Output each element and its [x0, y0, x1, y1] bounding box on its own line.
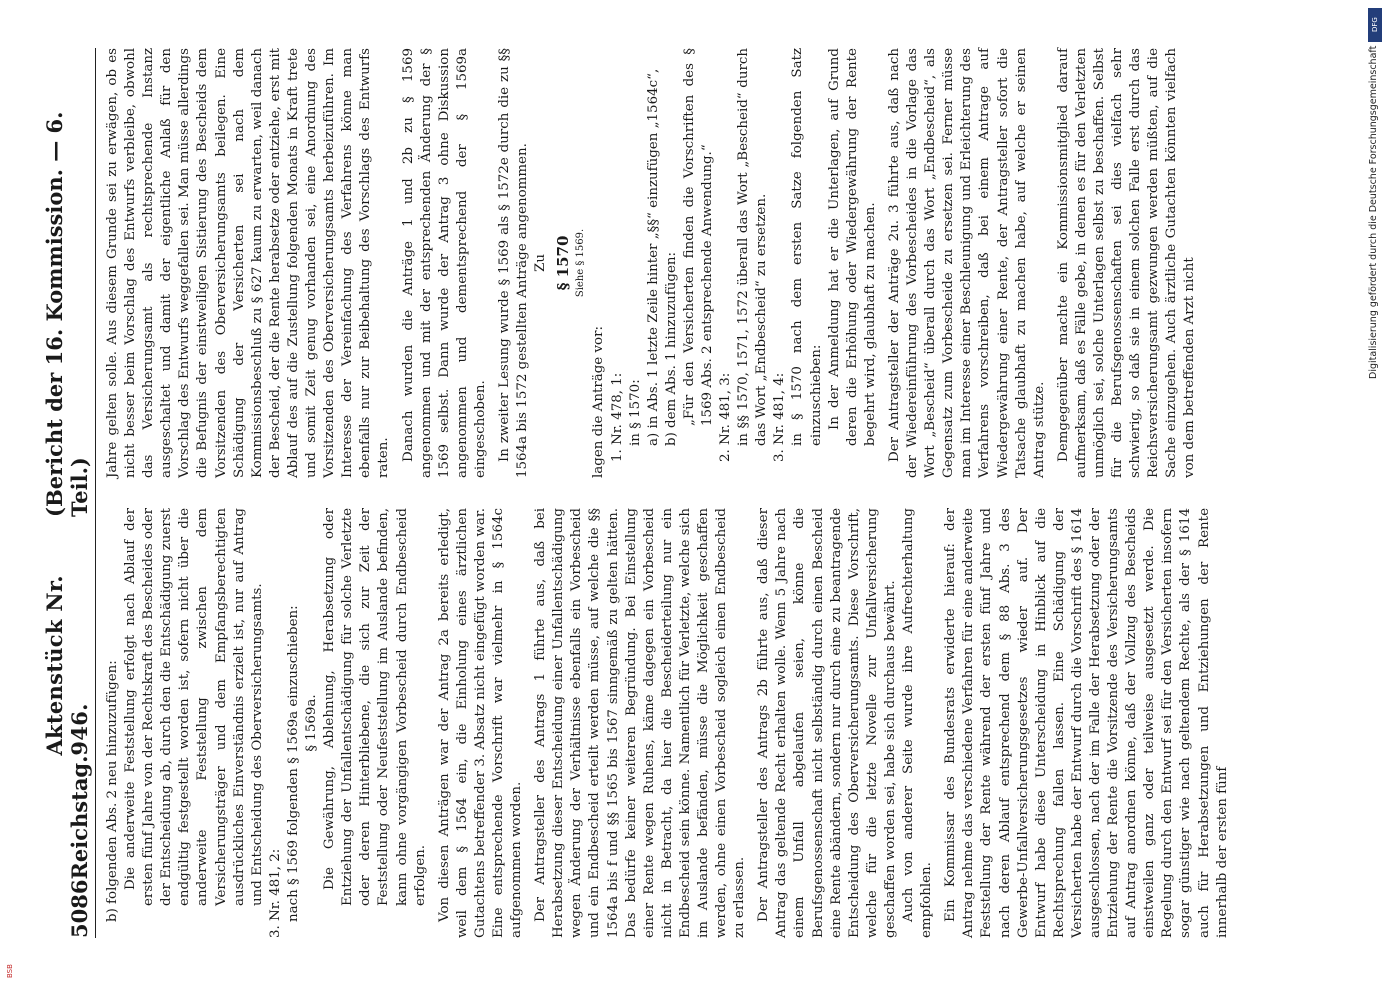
paragraph: in § 1570 nach dem ersten Satze folgenden Satz einzuschieben: [790, 48, 824, 446]
paragraph: in §§ 1570, 1571, 1572 überall das Wort „Bescheid“ durch das Wort „Endbescheid“ zu ersetzen. [736, 48, 770, 446]
paragraph: Jahre gelten solle. Aus diesem Grunde sei zu erwägen, ob es nicht besser beim Vorschlag des Entwurfs verbleibe, obwohl das Versicherungsamt als rechtsprechende Instanz ausgeschaltet und damit der eigentliche Anlaß für den Vorschlag des Entwurfs weggefallen sei. Man müsse allerdings die Befugnis der einstweiligen Sistierung des Bescheids dem Vorsitzenden des Oberversicherungsamts beilegen. Eine Schädigung der Versicherten sei nach dem Kommissionsbeschluß zu § 627 kaum zu erwarten, weil danach der Bescheid, der die Rente herabsetze oder entziehe, erst mit Ablauf des auf die Zustellung folgenden Monats in Kraft trete und somit Zeit genug vorhanden sei, eine Anordnung des Vorsitzenden des Oberversicherungsamts herbeizuführen. Im Interesse der Vereinfachung des Verfahrens könne man ebenfalls nur zur Beibehaltung des Vorschlags des Entwurfs raten. [105, 48, 392, 478]
header-right: (Bericht der 16. Kommission. — 6. Teil.) [42, 111, 92, 517]
paragraph: in § 1570: [627, 379, 643, 446]
paragraph: nach § 1569 folgenden § 1569a einzuschieben: [285, 605, 301, 922]
paragraph: 3. Nr. 481, 2: [267, 848, 283, 938]
paragraph: Zu [533, 254, 549, 272]
paragraph: § 1570 [554, 235, 573, 291]
right-column [104, 48, 1198, 478]
digitization-credit: Digitalisierung gefördert durch die Deutsche Forschungsgemeinschaft [1368, 46, 1379, 380]
paragraph: b) dem Abs. 1 hinzuzufügen: [663, 251, 679, 446]
paragraph: „Für den Versicherten finden die Vorschriften des § 1569 Abs. 2 entsprechende Anwendung.“ [681, 48, 715, 426]
paragraph: Die anderweite Feststellung erfolgt nach Ablauf der ersten fünf Jahre von der Rechtskraft des Bescheides oder der Entscheidung ab, durch den die Entschädigung zuerst endgültig festgestellt worden ist, sofern nicht über die anderweite Feststellung zwischen dem Versicherungsträger und dem Empfangsberechtigten ausdrückliches Einverständnis erzielt ist, nur auf Antrag und Entscheidung des Oberversicherungsamts. [123, 508, 265, 906]
paragraph: a) in Abs. 1 letzte Zeile hinter „§§“ einzufügen „1564c“, [645, 68, 661, 446]
paragraph: Siehe § 1569. [575, 228, 587, 298]
paragraph: 1. Nr. 478, 1: [609, 372, 625, 462]
library-stamp: BSB [6, 964, 14, 978]
paragraph: 3. Nr. 481, 4: [772, 372, 788, 462]
paragraph: 2. Nr. 481, 3: [718, 372, 734, 462]
paragraph: Von diesen Anträgen war der Antrag 2a bereits erledigt, weil dem § 1564 ein, die Einholung eines ärztlichen Gutachtens betreffender 3. Absatz nicht eingefügt worden war. Eine entsprechende Vorschrift war vielmehr in § 1564c aufgenommen worden. [436, 508, 525, 938]
paragraph: § 1569a. [304, 694, 320, 752]
paragraph: Die Gewährung, Ablehnung, Herabsetzung oder Entziehung der Unfallentschädigung für solche Verletzte oder deren Hinterbliebene, die sich zur Zeit der Feststellung oder Neufeststellung im Auslande befinden, kann ohne vorgängigen Vorbescheid durch Endbescheid erfolgen. [322, 508, 428, 906]
dfg-logo: DFG [1368, 8, 1382, 42]
paragraph: Ein Kommissar des Bundesrats erwiderte hierauf: der Antrag nehme das verschiedene Verfahren für eine anderweite Feststellung der Rente während der ersten fünf Jahre und nach deren Ablauf entsprechend dem § 88 Abs. 3 des Gewerbe-Unfallversicherungsgesetzes wieder auf. Der Entwurf habe diese Unterscheidung in Hinblick auf die Rechtsprechung fallen lassen. Eine Schädigung der Versicherten habe der Entwurf durch die Vorschrift des § 1614 ausgeschlossen, nach der im Falle der Herabsetzung oder der Entziehung der Rente die Vorsitzende des Versicherungsamts auf Antrag anordnen könne, daß der Vollzug des Bescheids einstweilen ganz oder teilweise ausgesetzt werde. Die Regelung durch den Entwurf sei für den Versicherten insofern sogar günstiger wie nach geltendem Rechte, als der § 1614 auch für Herabsetzungen und Entziehungen der Rente innerhalb der ersten fünf [943, 508, 1230, 938]
header-left: Reichstag. [67, 755, 92, 880]
paragraph: Auch von anderer Seite wurde ihre Aufrechterhaltung empfohlen. [901, 508, 935, 938]
paragraph: Danach wurden die Anträge 1 und 2b zu § 1569 angenommen und mit der entsprechenden Änderung der § 1569 selbst. Dann wurde der Antrag 3 ohne Diskussion angenommen und dementsprechend der § 1569a eingeschoben. [400, 48, 488, 478]
page-number: 5086 [67, 879, 92, 938]
paragraph: Demgegenüber machte ein Kommissionsmitglied darauf aufmerksam, daß es Fälle gebe, in denen es für den Verletzten unmöglich sei, solche Unterlagen selbst zu beschaffen. Selbst für die Berufsgenossenschaften sei dies vielfach sehr schwierig, so daß sie in einem solchen Falle erst durch das Reichsversicherungsamt gezwungen werden müßten, auf die Sache einzugehen. Auch ärztliche Gutachten könnten vielfach von dem betreffenden Arzt nicht [1055, 48, 1198, 478]
paragraph: Der Antragsteller des Antrags 1 führte aus, daß bei Herabsetzung dieser Entscheidung einer Unfallentschädigung wegen Änderung der Verhältnisse ebenfalls ein Vorbescheid und ein Endbescheid erteilt werden müsse, auf welche die §§ 1564a bis f und §§ 1565 bis 1567 sinngemäß zu gelten hätten. Das bedürfe keiner weiteren Begründung. Bei Einstellung einer Rente wegen Ruhens, käme dagegen ein Vorbescheid nicht in Betracht, da hier die Bescheiderteilung nur ein Endbescheid sein könne. Namentlich für Verletzte, welche sich im Auslande befänden, müsse die Möglichkeit geschaffen werden, ohne einen Vorbescheid sogleich einen Endbescheid zu erlassen. [533, 508, 748, 938]
paragraph: In der Anmeldung hat er die Unterlagen, auf Grund deren die Erhöhung oder Wiedergewährung der Rente begehrt wird, glaubhaft zu machen. [826, 48, 878, 446]
page-header [42, 48, 96, 938]
paragraph: lagen die Anträge vor: [591, 325, 607, 478]
paragraph: Der Antragsteller des Antrags 2b führte aus, daß dieser Antrag das geltende Recht erhalten wolle. Wenn 5 Jahre nach einem Unfall abgelaufen seien, könne die Berufsgenossenschaft nicht selbständig durch einen Bescheid eine Rente abändern, sondern nur durch eine zu beantragende Entscheidung des Oberversicherungsamts. Diese Vorschrift, welche für die letzte Novelle zur Unfallversicherung geschaffen worden sei, habe sich durchaus bewährt. [756, 508, 898, 938]
paragraph: Der Antragsteller der Anträge 2u. 3 führte aus, daß nach der Wiedereinführung des Vorbescheides in die Vorlage das Wort „Bescheid“ überall durch das Wort „Endbescheid“, als Gegensatz zum Vorbescheide zu ersetzen sei. Ferner müsse man im Interesse einer Beschleunigung und Erleichterung des Verfahrens vorschreiben, daß bei einem Antrage auf Wiedergewährung einer Rente, der Antragsteller sofort die Tatsache glaubhaft zu machen habe, auf welche er seinen Antrag stütze. [886, 48, 1047, 478]
header-title: Aktenstück Nr. 946. [42, 575, 92, 756]
paragraph: In zweiter Lesung wurde § 1569 als § 1572e durch die zu §§ 1564a bis 1572 gestellten Anträge angenommen. [496, 48, 531, 478]
left-column [104, 508, 1230, 938]
paragraph: b) folgenden Abs. 2 neu hinzuzufügen: [105, 660, 120, 922]
